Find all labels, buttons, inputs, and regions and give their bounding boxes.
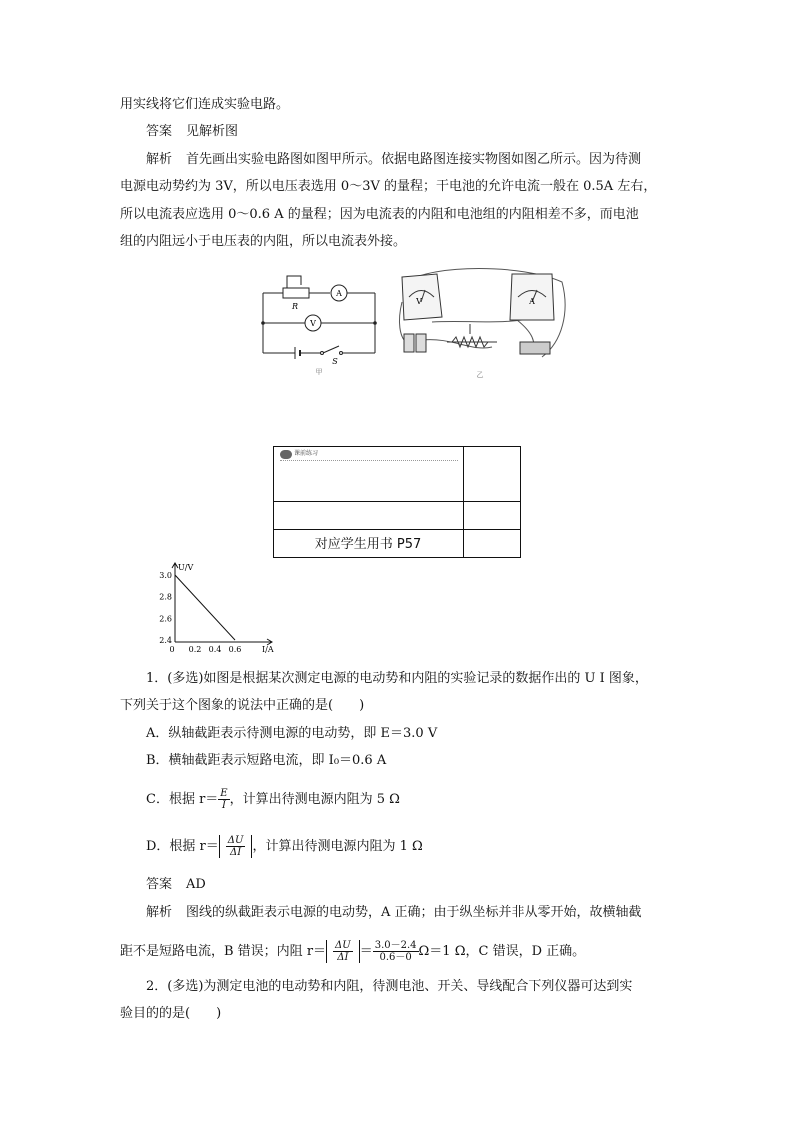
ui-graph — [150, 560, 280, 660]
answer-label: 答案 — [146, 124, 173, 139]
banner-strip — [280, 450, 458, 461]
analysis-1-line-3: 所以电流表应选用 0～0.6 A 的量程；因为电流表的内阻和电池组的内阻相差不多，而电池 — [120, 207, 639, 222]
abs-delta-fraction: $\frac{\Delta U}{\Delta I}$ — [219, 835, 253, 858]
x-tick-label: 0.6 — [228, 645, 242, 654]
analysis-1-line-1: 解析 首先画出实验电路图如图甲所示。依据电路图连接实物图如图乙所示。因为待测 — [146, 152, 642, 167]
analysis-2-label: 解析 — [146, 905, 173, 920]
fraction-e-over-i: $\frac{E}{I}$ — [220, 788, 228, 811]
numeric-fraction: $\frac{3.0-2.4}{0.6-0}$ — [374, 940, 417, 963]
voltmeter-label: V — [310, 319, 316, 328]
analysis-1-line-2: 电源电动势约为 3V，所以电压表选用 0～3V 的量程；干电池的允许电流一般在 0.5A 左右， — [120, 179, 657, 194]
abs-delta-fraction-2: $\frac{\Delta U}{\Delta I}$ — [326, 940, 360, 963]
switch-label: S — [332, 357, 338, 366]
x-tick-label: 0 — [169, 645, 175, 654]
physical-voltmeter-label: V — [416, 297, 422, 306]
q2-stem-line-1: 2．(多选)为测定电池的电动势和内阻，待测电池、开关、导线配合下列仪器可达到实 — [146, 979, 633, 994]
y-tick-label: 2.6 — [159, 614, 172, 624]
q1-option-d[interactable]: D．根据 r＝ $\frac{\Delta U}{\Delta I}$ ，计算出待测电源内阻为 1 Ω — [146, 835, 423, 858]
analysis-2-line-2: 距不是短路电流，B 错误；内阻 r＝ $\frac{\Delta U}{\Delta I}$ ＝ $\frac{3.0-2.4}{0.6-0}$ Ω＝1 Ω，C 错误，D 正确。 — [120, 940, 586, 963]
intro-line: 用实线将它们连成实验电路。 — [120, 97, 290, 112]
table-divider-2 — [273, 529, 520, 530]
y-axis-label: U/V — [178, 563, 194, 572]
ammeter-label: A — [336, 289, 342, 298]
q1-stem-line-1: 1．(多选)如图是根据某次测定电源的电动势和内阻的实验记录的数据作出的 U I 图象， — [146, 671, 648, 686]
circuit-diagram-a — [255, 268, 385, 378]
wiring-diagram-b — [392, 262, 570, 382]
answer-2-value: AD — [186, 877, 206, 892]
x-tick-label: 0.4 — [208, 645, 222, 654]
y-tick-label: 3.0 — [159, 571, 172, 580]
figure-a-caption: 甲 — [315, 368, 323, 376]
answer-1 — [146, 123, 238, 141]
q2-stem-line-2: 验目的的是( ) — [120, 1006, 222, 1021]
x-axis-label: I/A — [262, 645, 274, 654]
ui-data-line — [175, 575, 235, 640]
answer-2-label: 答案 — [146, 877, 173, 892]
table-footer: 对应学生用书 P57 — [314, 537, 422, 552]
resistor-label: R — [291, 302, 299, 311]
banner-text: 课前练习 — [294, 450, 319, 457]
y-tick-label: 2.8 — [159, 592, 172, 602]
figure-b-caption: 乙 — [476, 371, 484, 379]
x-tick-label: 0.2 — [188, 645, 202, 654]
answer-value: 见解析图 — [186, 124, 239, 139]
analysis-1-line-4: 组的内阻远小于电压表的内阻，所以电流表外接。 — [120, 234, 407, 249]
q1-option-b[interactable]: B．横轴截距表示短路电流，即 I₀＝0.6 A — [146, 753, 387, 768]
q1-option-a[interactable]: A．纵轴截距表示待测电源的电动势，即 E＝3.0 V — [146, 726, 438, 741]
table-divider-1 — [273, 501, 520, 502]
physical-ammeter-label: A — [529, 297, 535, 306]
analysis-2-line-1: 解析 图线的纵截距表示电源的电动势，A 正确；由于纵坐标并非从零开始，故横轴截 — [146, 905, 642, 920]
answer-2 — [146, 876, 206, 894]
q1-stem-line-2: 下列关于这个图象的说法中正确的是( ) — [120, 698, 365, 713]
q1-option-c[interactable]: C．根据 r＝ $\frac{E}{I}$ ，计算出待测电源内阻为 5 Ω — [146, 788, 400, 811]
analysis-label: 解析 — [146, 152, 173, 167]
banner-icon — [280, 450, 292, 459]
y-tick-label: 2.4 — [159, 636, 172, 645]
